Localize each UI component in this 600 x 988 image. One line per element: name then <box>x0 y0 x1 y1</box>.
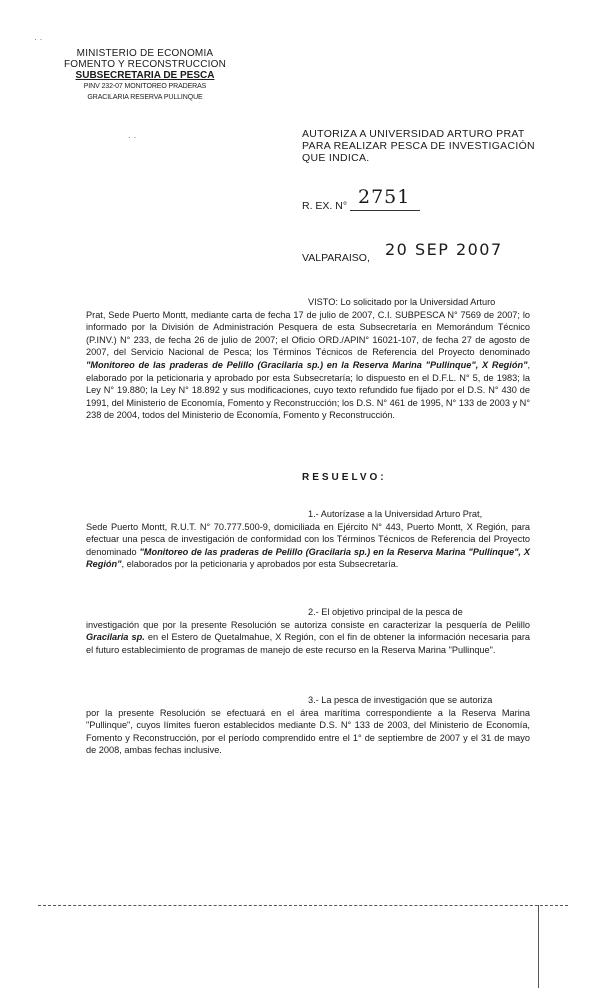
clause-1 <box>86 508 530 571</box>
reference-line-1: PINV 232-07 MONITOREO PRADERAS <box>83 83 207 90</box>
resolution-underline <box>350 210 420 211</box>
city-name: VALPARAISO, <box>302 252 370 264</box>
clause-1-lead: 1.- Autorízase a la Universidad Arturo Prat, <box>308 509 483 519</box>
clause-3-lead: 3.- La pesca de investigación que se autoriza <box>308 695 493 705</box>
visto-project-title: "Monitoreo de las praderas de Pelillo (Gracilaria sp.) en la Reserva Marina "Pullinque", X Región" <box>86 359 528 370</box>
visto-lead: VISTO: Lo solicitado por la Universidad Arturo <box>308 297 496 307</box>
visto-body-2: , elaborado por la peticionaria y aprobado por esta Subsecretaría; lo dispuesto en el D.F.L. N° 5, de 1983; la Ley N° 19.880; la Ley N° 18.892 y sus modificaciones, cuyo texto refundido fue fijado por el D.S. N° 430 de 1991, del Ministerio de Economía, Fomento y Reconstrucción; los D.S. N° 461 de 1995, N° 133 de 2003 y N° 238 de 2004, todos del Ministerio de Economía, Fomento y Reconstrucción. <box>86 359 530 421</box>
letterhead <box>60 48 230 103</box>
clause-1-body-1: Sede Puerto Montt, R.U.T. N° 70.777.500-9, domiciliada en Ejército N° 443, Puerto Montt, X Región, para efectuar una pesca de investigación de conformidad con los Términos Técnicos de Referencia del Proyecto denominado <box>86 521 530 557</box>
visto-paragraph <box>86 296 530 422</box>
clause-1-body-2: , elaborados por la peticionaria y aprobados por esta Subsecretaría. <box>121 559 399 570</box>
clause-2-species: Gracilaria sp. <box>86 632 145 643</box>
footer-scan-line <box>38 905 568 906</box>
visto-body-1: Prat, Sede Puerto Montt, mediante carta de fecha 17 de julio de 2007, C.I. SUBPESCA N° 7569 de 2007; lo informado por la División de Administración Pesquera de esta Subsecretaría en Memorándum Técnico (P.INV.) N° 233, de fecha 26 de julio de 2007; el Oficio ORD./APIN° 16021-107, de fecha 27 de agosto de 2007, del Servicio Nacional de Pesca; los Términos Técnicos de Referencia del Proyecto denominado <box>86 309 530 358</box>
ministry-name: MINISTERIO DE ECONOMIA <box>76 48 214 59</box>
clause-2 <box>86 606 530 656</box>
clause-1-project-title: "Monitoreo de las praderas de Pelillo (Gracilaria sp.) en la Reserva Marina "Pullinque", X Región" <box>86 546 530 570</box>
resolution-label: R. EX. N° <box>302 200 348 212</box>
scan-mark: · · <box>128 132 137 142</box>
date-stamp: 20 SEP 2007 <box>385 240 503 259</box>
clause-2-lead: 2.- El objetivo principal de la pesca de <box>308 607 463 617</box>
reference-line-2: GRACILARIA RESERVA PULLINQUE <box>87 94 203 101</box>
subsecretaria-name: SUBSECRETARIA DE PESCA <box>75 70 215 81</box>
resuelvo-heading: RESUELVO: <box>302 472 387 483</box>
clause-3-body: por la presente Resolución se efectuará en el área marítima correspondiente a la Reserva Marina "Pullinque", cuyos límites fueron establecidos mediante D.S. N° 133 de 2003, del Ministerio de Economía, Fomento y Reconstrucción, por el período comprendido entre el 1° de septiembre de 2007 y el 31 de mayo de 2008, ambas fechas inclusive. <box>86 707 530 756</box>
resolution-number: 2751 <box>358 186 411 208</box>
ministry-subtitle: FOMENTO Y RECONSTRUCCION <box>63 59 227 70</box>
clause-3 <box>86 694 530 757</box>
footer-scan-edge <box>538 905 539 988</box>
scan-mark: · · <box>34 34 43 44</box>
resolution-subject: AUTORIZA A UNIVERSIDAD ARTURO PRAT PARA REALIZAR PESCA DE INVESTIGACIÓN QUE INDICA. <box>302 128 535 164</box>
clause-2-body-1: investigación que por la presente Resolución se autoriza consiste en caracterizar la pesquería de Pelillo <box>86 619 530 630</box>
clause-2-body-2: en el Estero de Quetalmahue, X Región, con el fin de obtener la información necesaria para el futuro establecimiento de programas de manejo de este recurso en la Reserva Marina "Pullinque". <box>86 632 530 655</box>
